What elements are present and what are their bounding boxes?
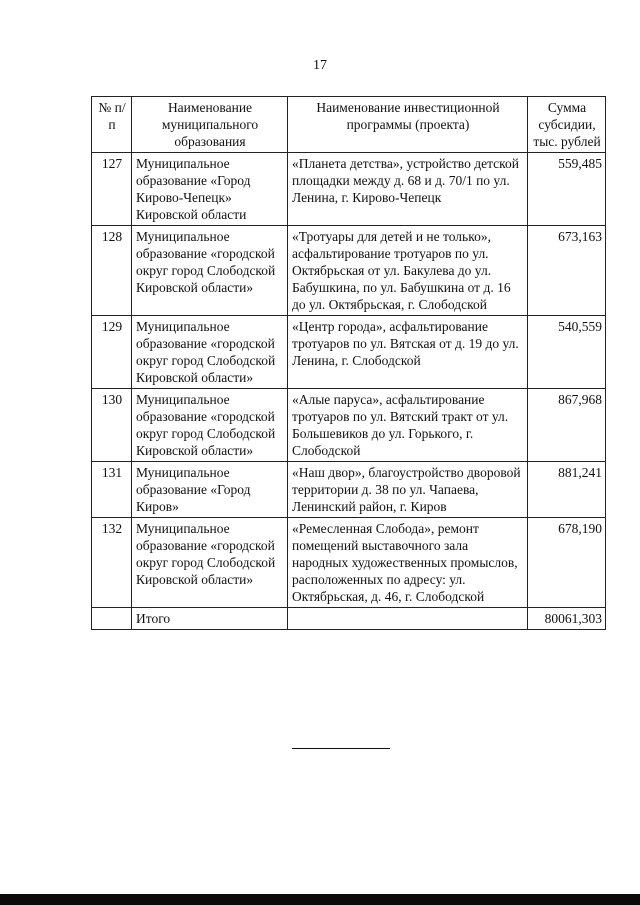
table-row [92,389,606,462]
row-sum: 559,485 [528,153,606,226]
row-num: 127 [92,153,132,226]
table-row [92,316,606,389]
row-sum: 540,559 [528,316,606,389]
row-num: 130 [92,389,132,462]
end-divider [292,748,390,749]
row-sum: 678,190 [528,518,606,608]
row-program: «Центр города», асфальтирование тротуаров по ул. Вятская от д. 19 до ул. Ленина, г. Слободской [288,316,528,389]
row-municipality: Муниципальное образование «Город Кирово-Чепецк» Кировской области [132,153,288,226]
row-num: 132 [92,518,132,608]
row-sum: 867,968 [528,389,606,462]
row-num: 129 [92,316,132,389]
row-num: 128 [92,226,132,316]
header-municipality: Наименование муниципального образования [132,97,288,153]
total-label: Итого [132,608,288,630]
page-number: 17 [313,58,327,73]
row-program: «Наш двор», благоустройство дворовой территории д. 38 по ул. Чапаева, Ленинский район, г. Киров [288,462,528,518]
row-municipality: Муниципальное образование «городской округ город Слободской Кировской области» [132,316,288,389]
row-program: «Тротуары для детей и не только», асфальтирование тротуаров по ул. Октябрьская от ул. Бакулева до ул. Бабушкина, по ул. Бабушкина от д. 16 до ул. Октябрьская, г. Слободской [288,226,528,316]
total-row [92,608,606,630]
scan-edge-bar [0,894,640,905]
total-sum: 80061,303 [528,608,606,630]
row-program: «Алые паруса», асфальтирование тротуаров по ул. Вятский тракт от ул. Большевиков до ул. Горького, г. Слободской [288,389,528,462]
header-program: Наименование инвестиционной программы (проекта) [288,97,528,153]
table-row [92,462,606,518]
header-num: № п/п [92,97,132,153]
row-sum: 881,241 [528,462,606,518]
row-program: «Планета детства», устройство детской площадки между д. 68 и д. 70/1 по ул. Ленина, г. Кирово-Чепецк [288,153,528,226]
total-program [288,608,528,630]
table-row [92,226,606,316]
row-municipality: Муниципальное образование «городской округ город Слободской Кировской области» [132,226,288,316]
subsidies-table [91,96,606,630]
row-municipality: Муниципальное образование «Город Киров» [132,462,288,518]
header-sum: Сумма субсидии, тыс. рублей [528,97,606,153]
total-num [92,608,132,630]
row-municipality: Муниципальное образование «городской округ город Слободской Кировской области» [132,518,288,608]
row-program: «Ремесленная Слобода», ремонт помещений выставочного зала народных художественных промыслов, расположенных по адресу: ул. Октябрьская, д. 46, г. Слободской [288,518,528,608]
row-num: 131 [92,462,132,518]
table-header-row [92,97,606,153]
row-sum: 673,163 [528,226,606,316]
table-row [92,518,606,608]
table-row [92,153,606,226]
row-municipality: Муниципальное образование «городской округ город Слободской Кировской области» [132,389,288,462]
